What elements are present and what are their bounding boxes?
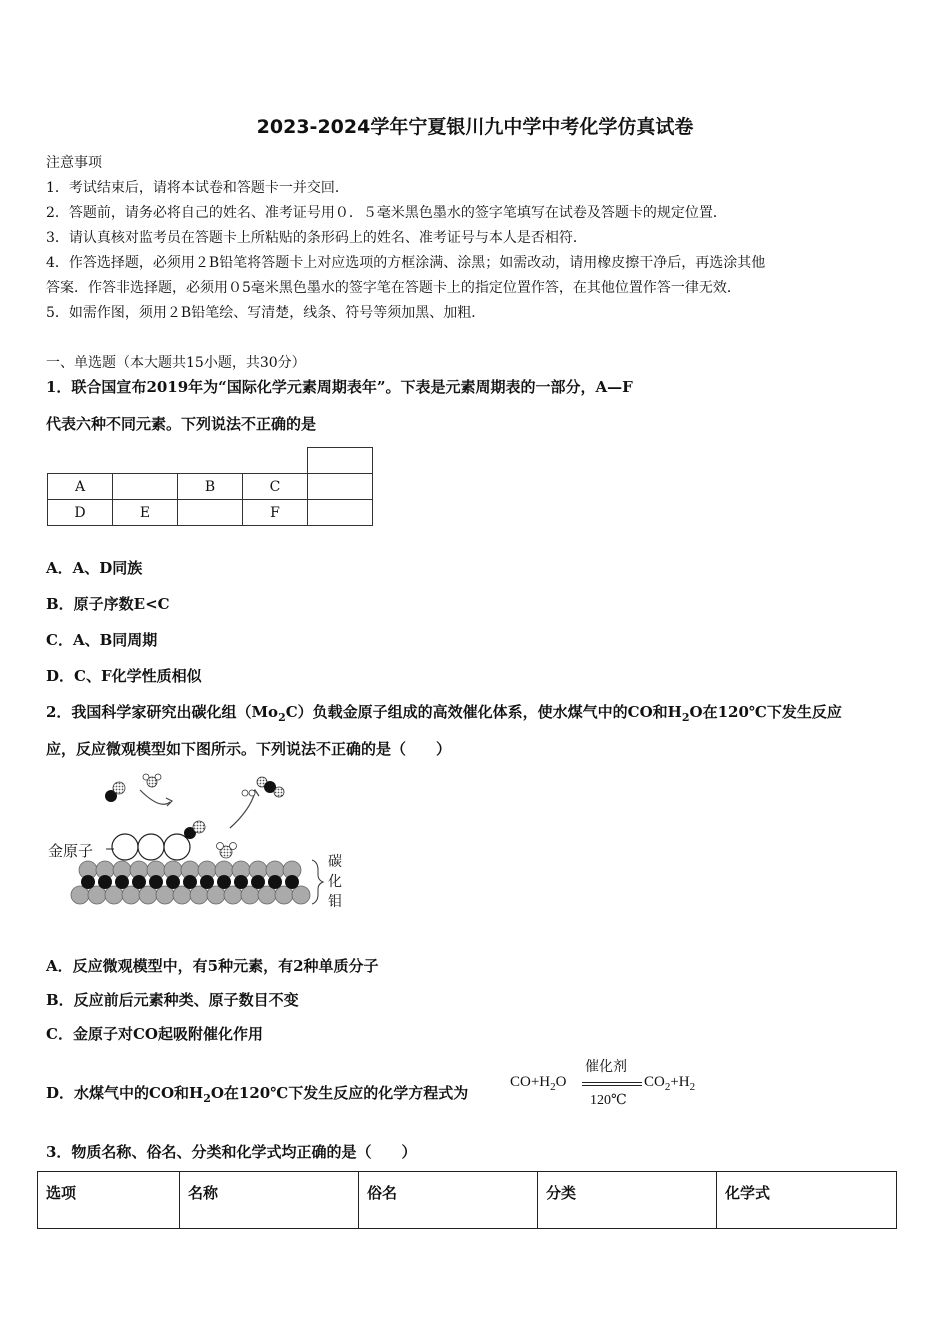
- note-item: 1．考试结束后，请将本试卷和答题卡一并交回．: [46, 180, 349, 196]
- table-cell: B: [178, 474, 243, 500]
- table-cell: E: [113, 500, 178, 526]
- note-item: 5．如需作图，须用２B铅笔绘、写清楚，线条、符号等须加黑、加粗．: [46, 305, 486, 321]
- gold-atom-label: 金原子: [48, 842, 94, 860]
- table-header-row: [38, 1172, 897, 1229]
- table-header: 分类: [538, 1172, 717, 1229]
- equation-left: $CO+H_2O$: [510, 1074, 567, 1093]
- gold-atoms: [112, 834, 190, 860]
- note-item: 3．请认真核对监考员在答题卡上所粘贴的条形码上的姓名、准考证号与本人是否相符．: [46, 230, 587, 246]
- question-1-line2: 代表六种不同元素。下列说法不正确的是: [46, 415, 317, 433]
- q2-option-b: B．反应前后元素种类、原子数目不变: [46, 991, 299, 1009]
- question-3: 3．物质名称、俗名、分类和化学式均正确的是（ ）: [46, 1143, 417, 1161]
- periodic-table-fragment: [47, 447, 373, 526]
- table-header: 俗名: [359, 1172, 538, 1229]
- table-cell: [308, 500, 373, 526]
- note-item: 2．答题前，请务必将自己的姓名、准考证号用０．５毫米黑色墨水的签字笔填写在试卷及答题卡的规定位置．: [46, 205, 727, 221]
- question-1-line1: 1．联合国宣布2019年为“国际化学元素周期表年”。下表是元素周期表的一部分，A—F: [46, 378, 633, 396]
- table-cell: [308, 474, 373, 500]
- note-item: 答案．作答非选择题，必须用０5毫米黑色墨水的签字笔在答题卡上的指定位置作答，在其他位置作答一律无效．: [46, 280, 741, 296]
- equation-condition: 120℃: [590, 1093, 627, 1108]
- table-cell: F: [243, 500, 308, 526]
- q1-option-b: B．原子序数E<C: [46, 595, 170, 613]
- table-cell: D: [48, 500, 113, 526]
- table-cell: C: [243, 474, 308, 500]
- section-heading: 一、单选题（本大题共15小题，共30分）: [46, 355, 306, 371]
- table-cell: [113, 474, 178, 500]
- page-title: 2023-2024学年宁夏银川九中学中考化学仿真试卷: [256, 116, 694, 138]
- table-cell: [308, 448, 373, 474]
- q1-option-c: C．A、B同周期: [46, 631, 158, 649]
- q3-table: [37, 1171, 897, 1229]
- equation-catalyst: 催化剂: [585, 1059, 627, 1075]
- question-2-line2: 应，反应微观模型如下图所示。下列说法不正确的是（ ）: [46, 740, 452, 758]
- q1-option-d: D．C、F化学性质相似: [46, 667, 202, 685]
- equation-right: $CO_2+H_2$: [644, 1074, 696, 1093]
- notes-heading: 注意事项: [46, 155, 102, 171]
- question-2-line1: 2．我国科学家研究出碳化组$(Mo_2C)$负载金原子组成的高效催化体系，使水煤气中的CO和$H_2O$在120℃下发生反应: [46, 703, 842, 724]
- q2-option-c: C．金原子对CO起吸附催化作用: [46, 1025, 263, 1043]
- q1-option-a: A．A、D同族: [46, 559, 143, 577]
- equation-equals-line: [582, 1082, 642, 1086]
- note-item: 4．作答选择题，必须用２B铅笔将答题卡上对应选项的方框涂满、涂黑；如需改动，请用橡皮擦干净后，再选涂其他: [46, 255, 766, 271]
- table-cell: [178, 500, 243, 526]
- q2-option-d: D．水煤气中的CO和$H_2O$在120℃下发生反应的化学方程式为: [46, 1084, 469, 1105]
- carbide-label: 碳 化 钼: [328, 854, 342, 910]
- table-header: 选项: [38, 1172, 180, 1229]
- table-header: 名称: [180, 1172, 359, 1229]
- table-header: 化学式: [717, 1172, 897, 1229]
- q2-option-a: A．反应微观模型中，有5种元素，有2种单质分子: [46, 957, 379, 975]
- table-cell: A: [48, 474, 113, 500]
